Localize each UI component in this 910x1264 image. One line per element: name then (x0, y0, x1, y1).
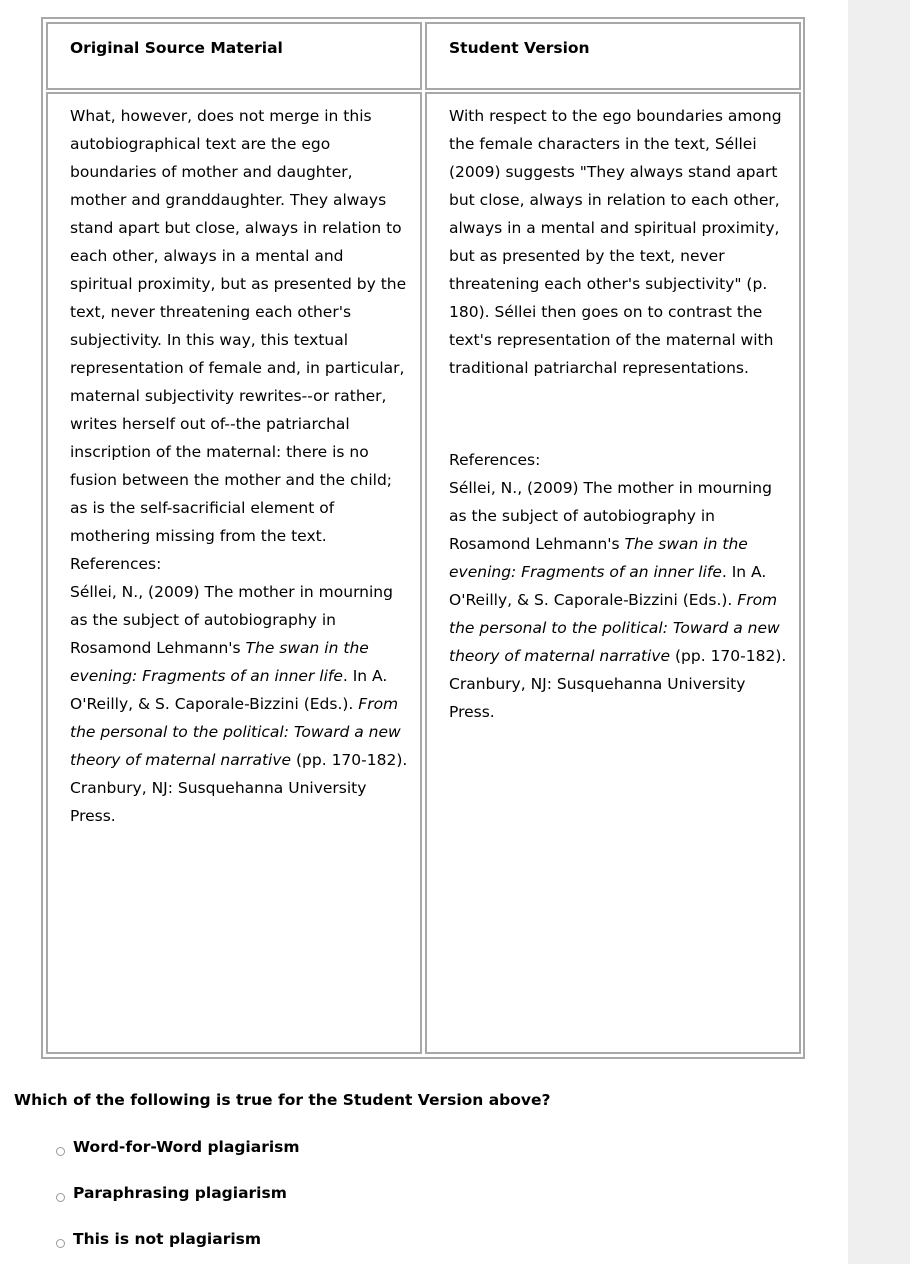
reference-volume-title: From the personal to the political: Toward a new theory of maternal narrative (449, 591, 780, 665)
option-label[interactable]: This is not plagiarism (73, 1230, 262, 1248)
option-label[interactable]: Paraphrasing plagiarism (73, 1184, 287, 1202)
reference-text: . In A. O'Reilly, & S. Caporale-Bizzini (Eds.). (449, 563, 767, 609)
student-version-cell (425, 92, 801, 1054)
question-text: Which of the following is true for the Student Version above? (14, 1091, 551, 1109)
original-header: Original Source Material (70, 39, 283, 57)
student-header: Student Version (449, 39, 590, 57)
reference-text: Séllei, N., (2009) The mother in mourning as the subject of autobiography in Rosamond Lehmann's (70, 583, 393, 657)
original-reference (70, 550, 410, 830)
scrollbar-track[interactable] (848, 0, 910, 1264)
reference-book-title: The swan in the evening: Fragments of an inner life (449, 535, 748, 581)
reference-text: Séllei, N., (2009) The mother in mourning as the subject of autobiography in Rosamond Lehmann's (449, 479, 772, 553)
student-passage: With respect to the ego boundaries among the female characters in the text, Séllei (2009) suggests "They always stand apart but close, always in relation to each other, always in a mental and spiritual proximity, but as presented by the text, never threatening each other's subjectivity" (p. 180). Séllei then goes on to contrast the text's representation of the maternal with traditional patriarchal representations. (449, 107, 782, 377)
reference-volume-title: From the personal to the political: Toward a new theory of maternal narrative (70, 695, 401, 769)
reference-text: . In A. O'Reilly, & S. Caporale-Bizzini (Eds.). (70, 667, 388, 713)
student-header-cell (425, 22, 801, 90)
student-reference (449, 446, 789, 726)
option-not-plagiarism[interactable] (56, 1224, 261, 1254)
references-label: References: (70, 555, 162, 573)
option-paraphrasing[interactable] (56, 1178, 287, 1208)
original-source-text (70, 102, 410, 830)
original-source-cell (46, 92, 422, 1054)
option-word-for-word[interactable] (56, 1132, 300, 1162)
radio-button[interactable] (56, 1193, 65, 1202)
original-passage: What, however, does not merge in this autobiographical text are the ego boundaries of mother and daughter, mother and granddaughter. They always stand apart but close, always in relation to each other, always in a mental and spiritual proximity, but as presented by the text, never threatening each other's subjectivity. In this way, this textual representation of female and, in particular, maternal subjectivity rewrites--or rather, writes herself out of--the patriarchal inscription of the maternal: there is no fusion between the mother and the child; as is the self-sacrificial element of mothering missing from the text. (70, 107, 407, 545)
comparison-table (41, 17, 805, 1059)
references-label: References: (449, 451, 541, 469)
radio-button[interactable] (56, 1239, 65, 1248)
reference-text: (pp. 170-182). Cranbury, NJ: Susquehanna University Press. (449, 647, 787, 721)
reference-book-title: The swan in the evening: Fragments of an inner life (70, 639, 369, 685)
option-label[interactable]: Word-for-Word plagiarism (73, 1138, 300, 1156)
original-header-cell (46, 22, 422, 90)
reference-text: (pp. 170-182). Cranbury, NJ: Susquehanna University Press. (70, 751, 408, 825)
student-version-text (449, 102, 789, 726)
radio-button[interactable] (56, 1147, 65, 1156)
